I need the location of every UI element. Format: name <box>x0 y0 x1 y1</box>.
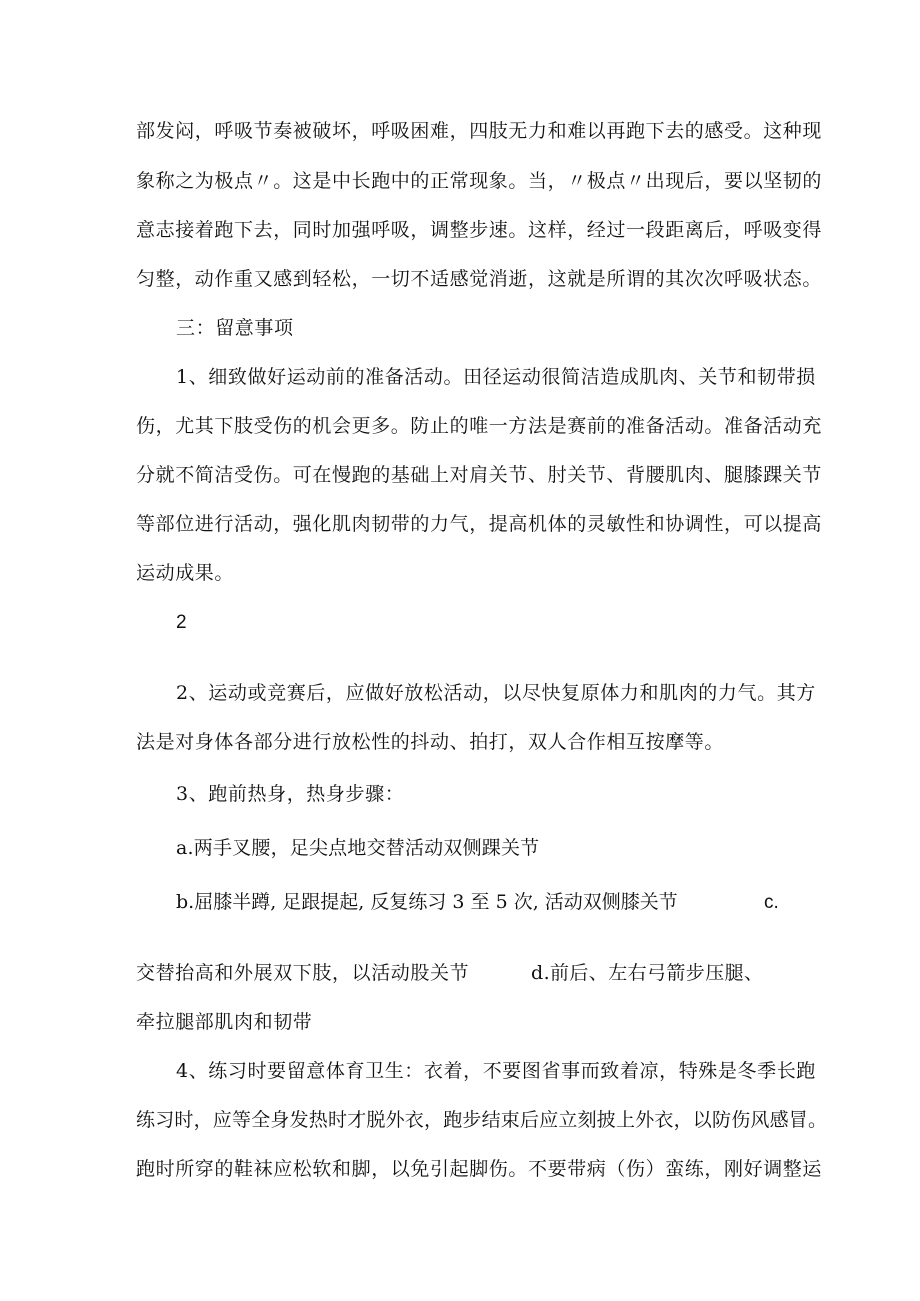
warmup-step-d-text: d.前后、左右弓箭步压腿、 <box>531 962 764 984</box>
item-1-line: 伤，尤其下肢受伤的机会更多。防止的唯一方法是赛前的准备活动。准备活动充 <box>136 415 823 437</box>
warmup-step-a: a.两手叉腰，足尖点地交替活动双侧踝关节 <box>176 837 540 859</box>
section-heading: 三：留意事项 <box>176 317 294 339</box>
item-4-line: 练习时，应等全身发热时才脱外衣，跑步结束后应立刻披上外衣，以防伤风感冒。 <box>136 1109 828 1131</box>
item-1-line: 等部位进行活动，强化肌肉韧带的力气，提高机体的灵敏性和协调性，可以提高 <box>136 513 823 535</box>
paragraph-line: 匀整，动作重又感到轻松，一切不适感觉消逝，这就是所谓的其次次呼吸状态。 <box>136 268 823 290</box>
warmup-step-c-text: 交替抬高和外展双下肢，以活动股关节 <box>136 962 470 984</box>
item-2-line: 2、运动或竞赛后，应做好放松活动，以尽快复原体力和肌肉的力气。其方 <box>176 682 816 704</box>
item-1-line: 运动成果。 <box>136 562 235 584</box>
item-4-line: 4、练习时要留意体育卫生：衣着，不要图省事而致着凉，特殊是冬季长跑 <box>176 1060 816 1082</box>
page-number: 2 <box>176 612 187 633</box>
item-4-line: 跑时所穿的鞋袜应松软和脚，以免引起脚伤。不要带病（伤）蛮练，刚好调整运 <box>136 1158 823 1180</box>
item-1-line: 分就不简洁受伤。可在慢跑的基础上对肩关节、肘关节、背腰肌肉、腿膝踝关节 <box>136 464 823 486</box>
item-2-line: 法是对身体各部分进行放松性的抖动、拍打，双人合作相互按摩等。 <box>136 731 725 753</box>
warmup-step-c-label: c. <box>764 892 779 913</box>
paragraph-line: 意志接着跑下去，同时加强呼吸，调整步速。这样，经过一段距离后，呼吸变得 <box>136 219 823 241</box>
item-1-line: 1、细致做好运动前的准备活动。田径运动很简洁造成肌肉、关节和韧带损 <box>176 366 816 388</box>
warmup-step-b: b.屈膝半蹲, 足跟提起, 反复练习 3 至 5 次, 活动双侧膝关节 <box>176 891 678 913</box>
warmup-step-d-cont: 牵拉腿部肌肉和韧带 <box>136 1011 313 1033</box>
paragraph-line: 象称之为极点〃。这是中长跑中的正常现象。当，〃极点〃出现后，要以坚韧的 <box>136 170 823 192</box>
item-3-heading: 3、跑前热身，热身步骤： <box>176 783 405 805</box>
paragraph-line: 部发闷，呼吸节奏被破坏，呼吸困难，四肢无力和难以再跑下去的感受。这种现 <box>136 120 823 142</box>
